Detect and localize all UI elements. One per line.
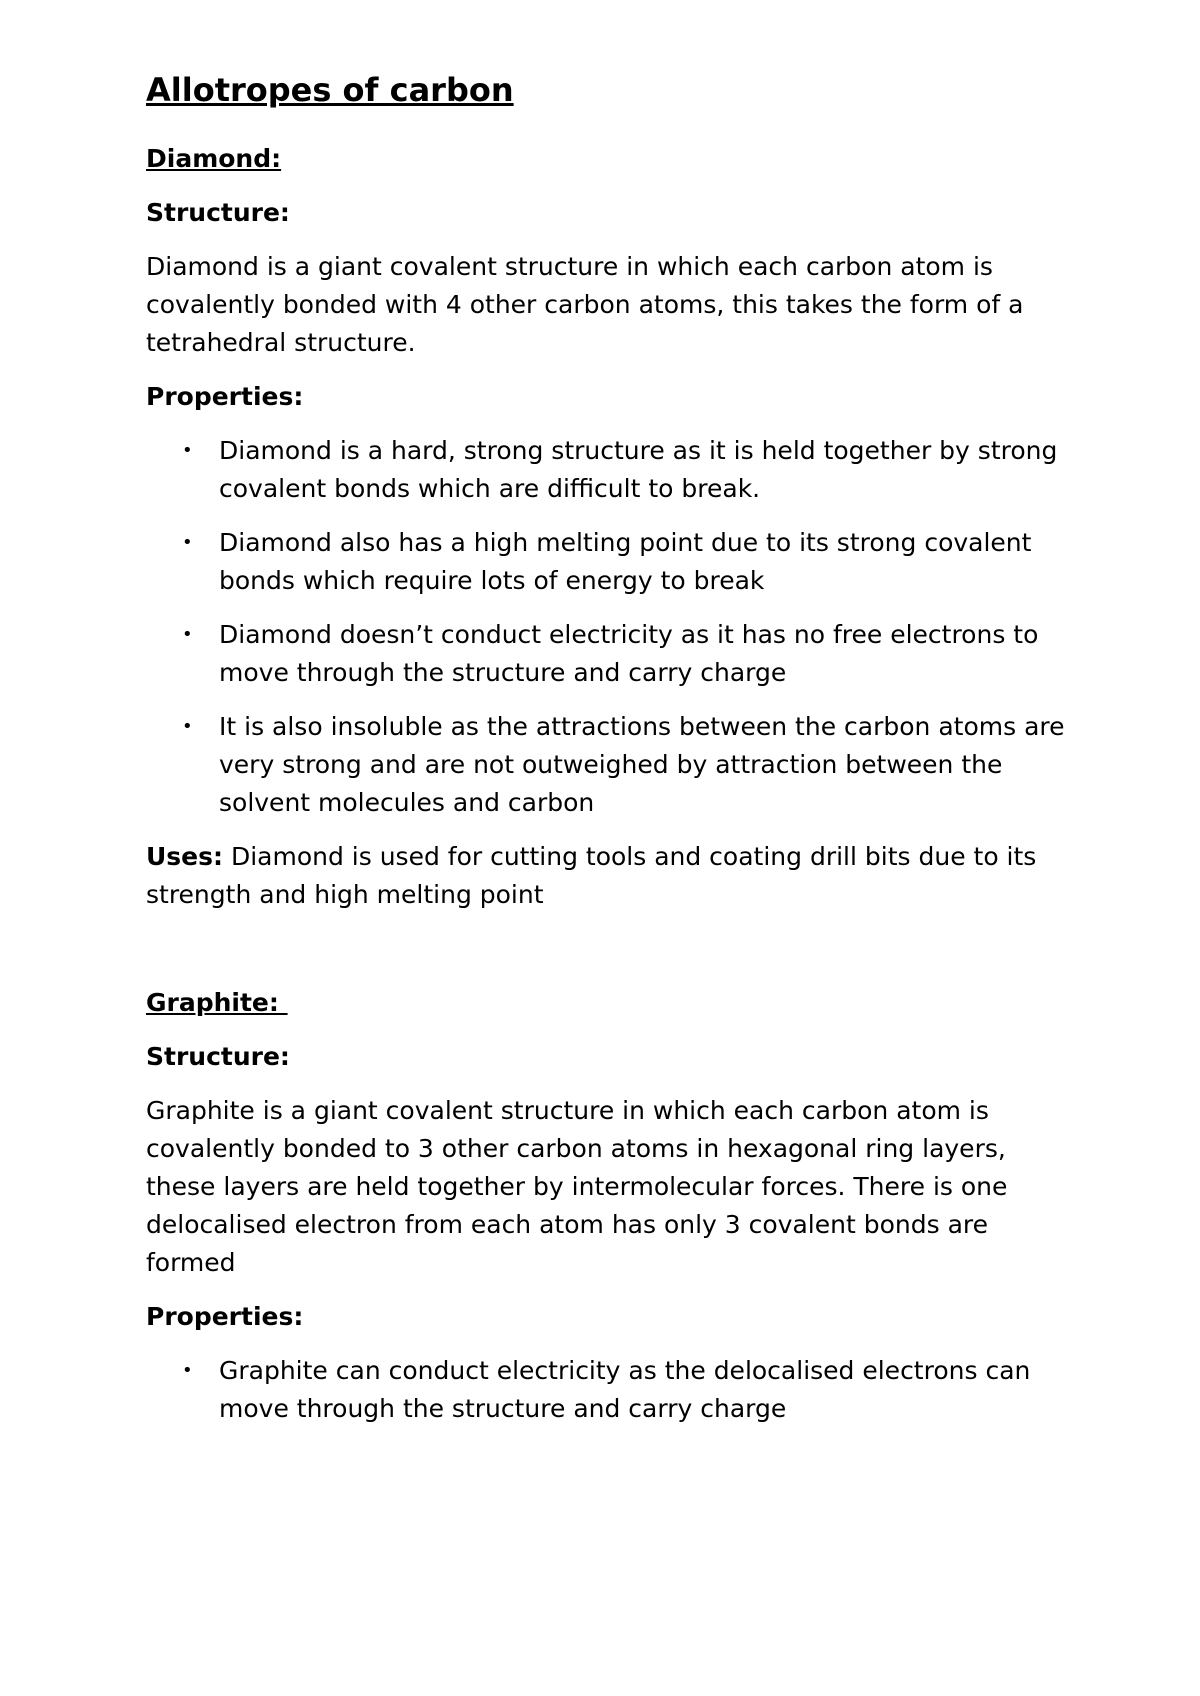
graphite-property-text: Graphite can conduct electricity as the delocalised electrons can move through the structure and carry charge: [219, 1356, 1031, 1423]
graphite-properties-list: [146, 1352, 1066, 1428]
graphite-structure-text: Graphite is a giant covalent structure in which each carbon atom is covalently bonded to 3 other carbon atoms in hexagonal ring layers, these layers are held together by intermolecular forces. There is one delocalised electron from each atom has only 3 covalent bonds are formed: [146, 1096, 1008, 1277]
document-page: [146, 70, 1066, 1444]
diamond-property-text: It is also insoluble as the attractions between the carbon atoms are very strong and are not outweighed by attraction between the solvent molecules and carbon: [219, 712, 1065, 817]
list-item: [146, 1352, 1066, 1428]
page-title: Allotropes of carbon: [146, 71, 514, 109]
diamond-uses-label: Uses:: [146, 842, 224, 871]
diamond-heading: Diamond:: [146, 144, 282, 173]
bullet-icon: •: [182, 716, 193, 737]
bullet-icon: •: [182, 624, 193, 645]
diamond-properties-heading: Properties:: [146, 382, 304, 411]
list-item: [146, 524, 1066, 600]
section-spacer: [146, 930, 1066, 984]
diamond-structure-heading: Structure:: [146, 198, 290, 227]
diamond-property-text: Diamond also has a high melting point due to its strong covalent bonds which require lots of energy to break: [219, 528, 1032, 595]
diamond-uses: [146, 838, 1066, 914]
diamond-property-text: Diamond doesn’t conduct electricity as it has no free electrons to move through the structure and carry charge: [219, 620, 1039, 687]
graphite-structure-heading: Structure:: [146, 1042, 290, 1071]
diamond-structure-text: Diamond is a giant covalent structure in which each carbon atom is covalently bonded with 4 other carbon atoms, this takes the form of a tetrahedral structure.: [146, 252, 1024, 357]
list-item: [146, 432, 1066, 508]
bullet-icon: •: [182, 532, 193, 553]
bullet-icon: •: [182, 440, 193, 461]
list-item: [146, 708, 1066, 822]
diamond-uses-text: Diamond is used for cutting tools and coating drill bits due to its strength and high melting point: [146, 842, 1037, 909]
diamond-properties-list: [146, 432, 1066, 822]
diamond-property-text: Diamond is a hard, strong structure as it is held together by strong covalent bonds which are difficult to break.: [219, 436, 1058, 503]
graphite-properties-heading: Properties:: [146, 1302, 304, 1331]
bullet-icon: •: [182, 1360, 193, 1381]
list-item: [146, 616, 1066, 692]
graphite-heading: Graphite:: [146, 988, 288, 1017]
